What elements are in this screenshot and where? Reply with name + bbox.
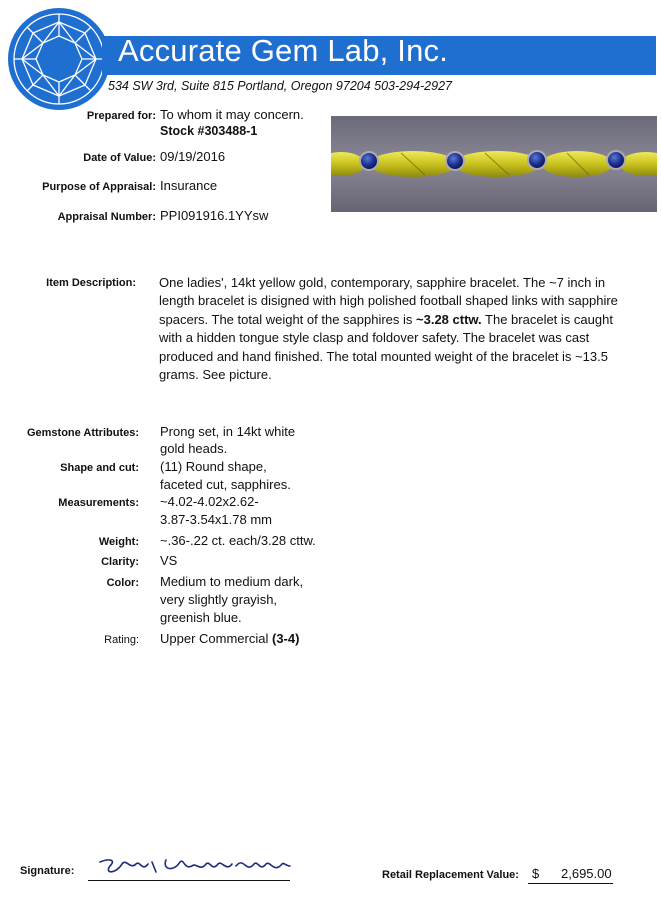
rating-grade: (3-4) xyxy=(271,631,300,646)
rating-label: Rating: xyxy=(104,634,139,646)
prepared-for-value: To whom it may concern. xyxy=(160,107,304,122)
measurements-line1: ~4.02-4.02x2.62- xyxy=(160,494,259,509)
clarity-label: Clarity: xyxy=(101,556,139,568)
retail-value-label: Retail Replacement Value: xyxy=(382,869,519,881)
bracelet-photo xyxy=(331,116,657,212)
date-label: Date of Value: xyxy=(83,152,156,164)
purpose-label: Purpose of Appraisal: xyxy=(42,181,156,193)
rating-text: Upper Commercial xyxy=(160,631,272,646)
stock-number: Stock #303488-1 xyxy=(160,124,258,138)
handwritten-signature xyxy=(96,852,296,882)
measurements-line2: 3.87-3.54x1.78 mm xyxy=(160,512,273,527)
currency-symbol: $ xyxy=(532,866,540,881)
color-line2: very slightly grayish, xyxy=(160,592,278,607)
gemstone-attributes-label: Gemstone Attributes: xyxy=(26,427,139,439)
weight-value: ~.36-.22 ct. each/3.28 cttw. xyxy=(160,533,316,548)
signature-line xyxy=(88,880,290,881)
item-description-label: Item Description: xyxy=(46,277,136,289)
color-label: Color: xyxy=(106,577,139,589)
color-line1: Medium to medium dark, xyxy=(160,574,304,589)
signature-label: Signature: xyxy=(20,865,75,877)
gem-logo-icon xyxy=(6,6,112,112)
retail-value: 2,695.00 xyxy=(561,866,612,881)
weight-label: Weight: xyxy=(98,536,139,548)
appraisal-number-label: Appraisal Number: xyxy=(57,211,156,223)
company-name: Accurate Gem Lab, Inc. xyxy=(118,33,449,68)
prepared-for-label: Prepared for: xyxy=(86,110,156,122)
shape-label: Shape and cut: xyxy=(60,462,139,474)
appraisal-number-value: PPI091916.1YYsw xyxy=(160,208,269,223)
retail-value-line xyxy=(528,883,613,884)
shape-line2: faceted cut, sapphires. xyxy=(160,477,291,492)
rating-value xyxy=(160,631,299,646)
gemstone-attributes-line1: Prong set, in 14kt white xyxy=(160,424,296,439)
description-text-2: The bracelet is caught with a hidden tongue style clasp and foldover safety. The bracelet was cast produced and hand finished. The total mounted weight of the bracelet is ~13.5 grams. See picture. xyxy=(159,311,613,383)
item-description xyxy=(159,274,619,384)
description-text-1: One ladies', 14kt yellow gold, contemporary, sapphire bracelet. The ~7 inch in length bracelet is disigned with high polished football shaped links with sapphire spacers. The total weight of the sapphires is xyxy=(159,275,618,327)
gemstone-attributes-line2: gold heads. xyxy=(160,441,228,456)
color-line3: greenish blue. xyxy=(160,610,242,625)
company-address: 534 SW 3rd, Suite 815 Portland, Oregon 97204 503-294-2927 xyxy=(108,79,452,93)
purpose-value: Insurance xyxy=(160,178,218,193)
clarity-value: VS xyxy=(160,553,178,568)
date-value: 09/19/2016 xyxy=(160,149,226,164)
measurements-label: Measurements: xyxy=(58,497,139,509)
shape-line1: (11) Round shape, xyxy=(160,459,267,474)
description-weight: ~3.28 cttw. xyxy=(416,311,482,327)
